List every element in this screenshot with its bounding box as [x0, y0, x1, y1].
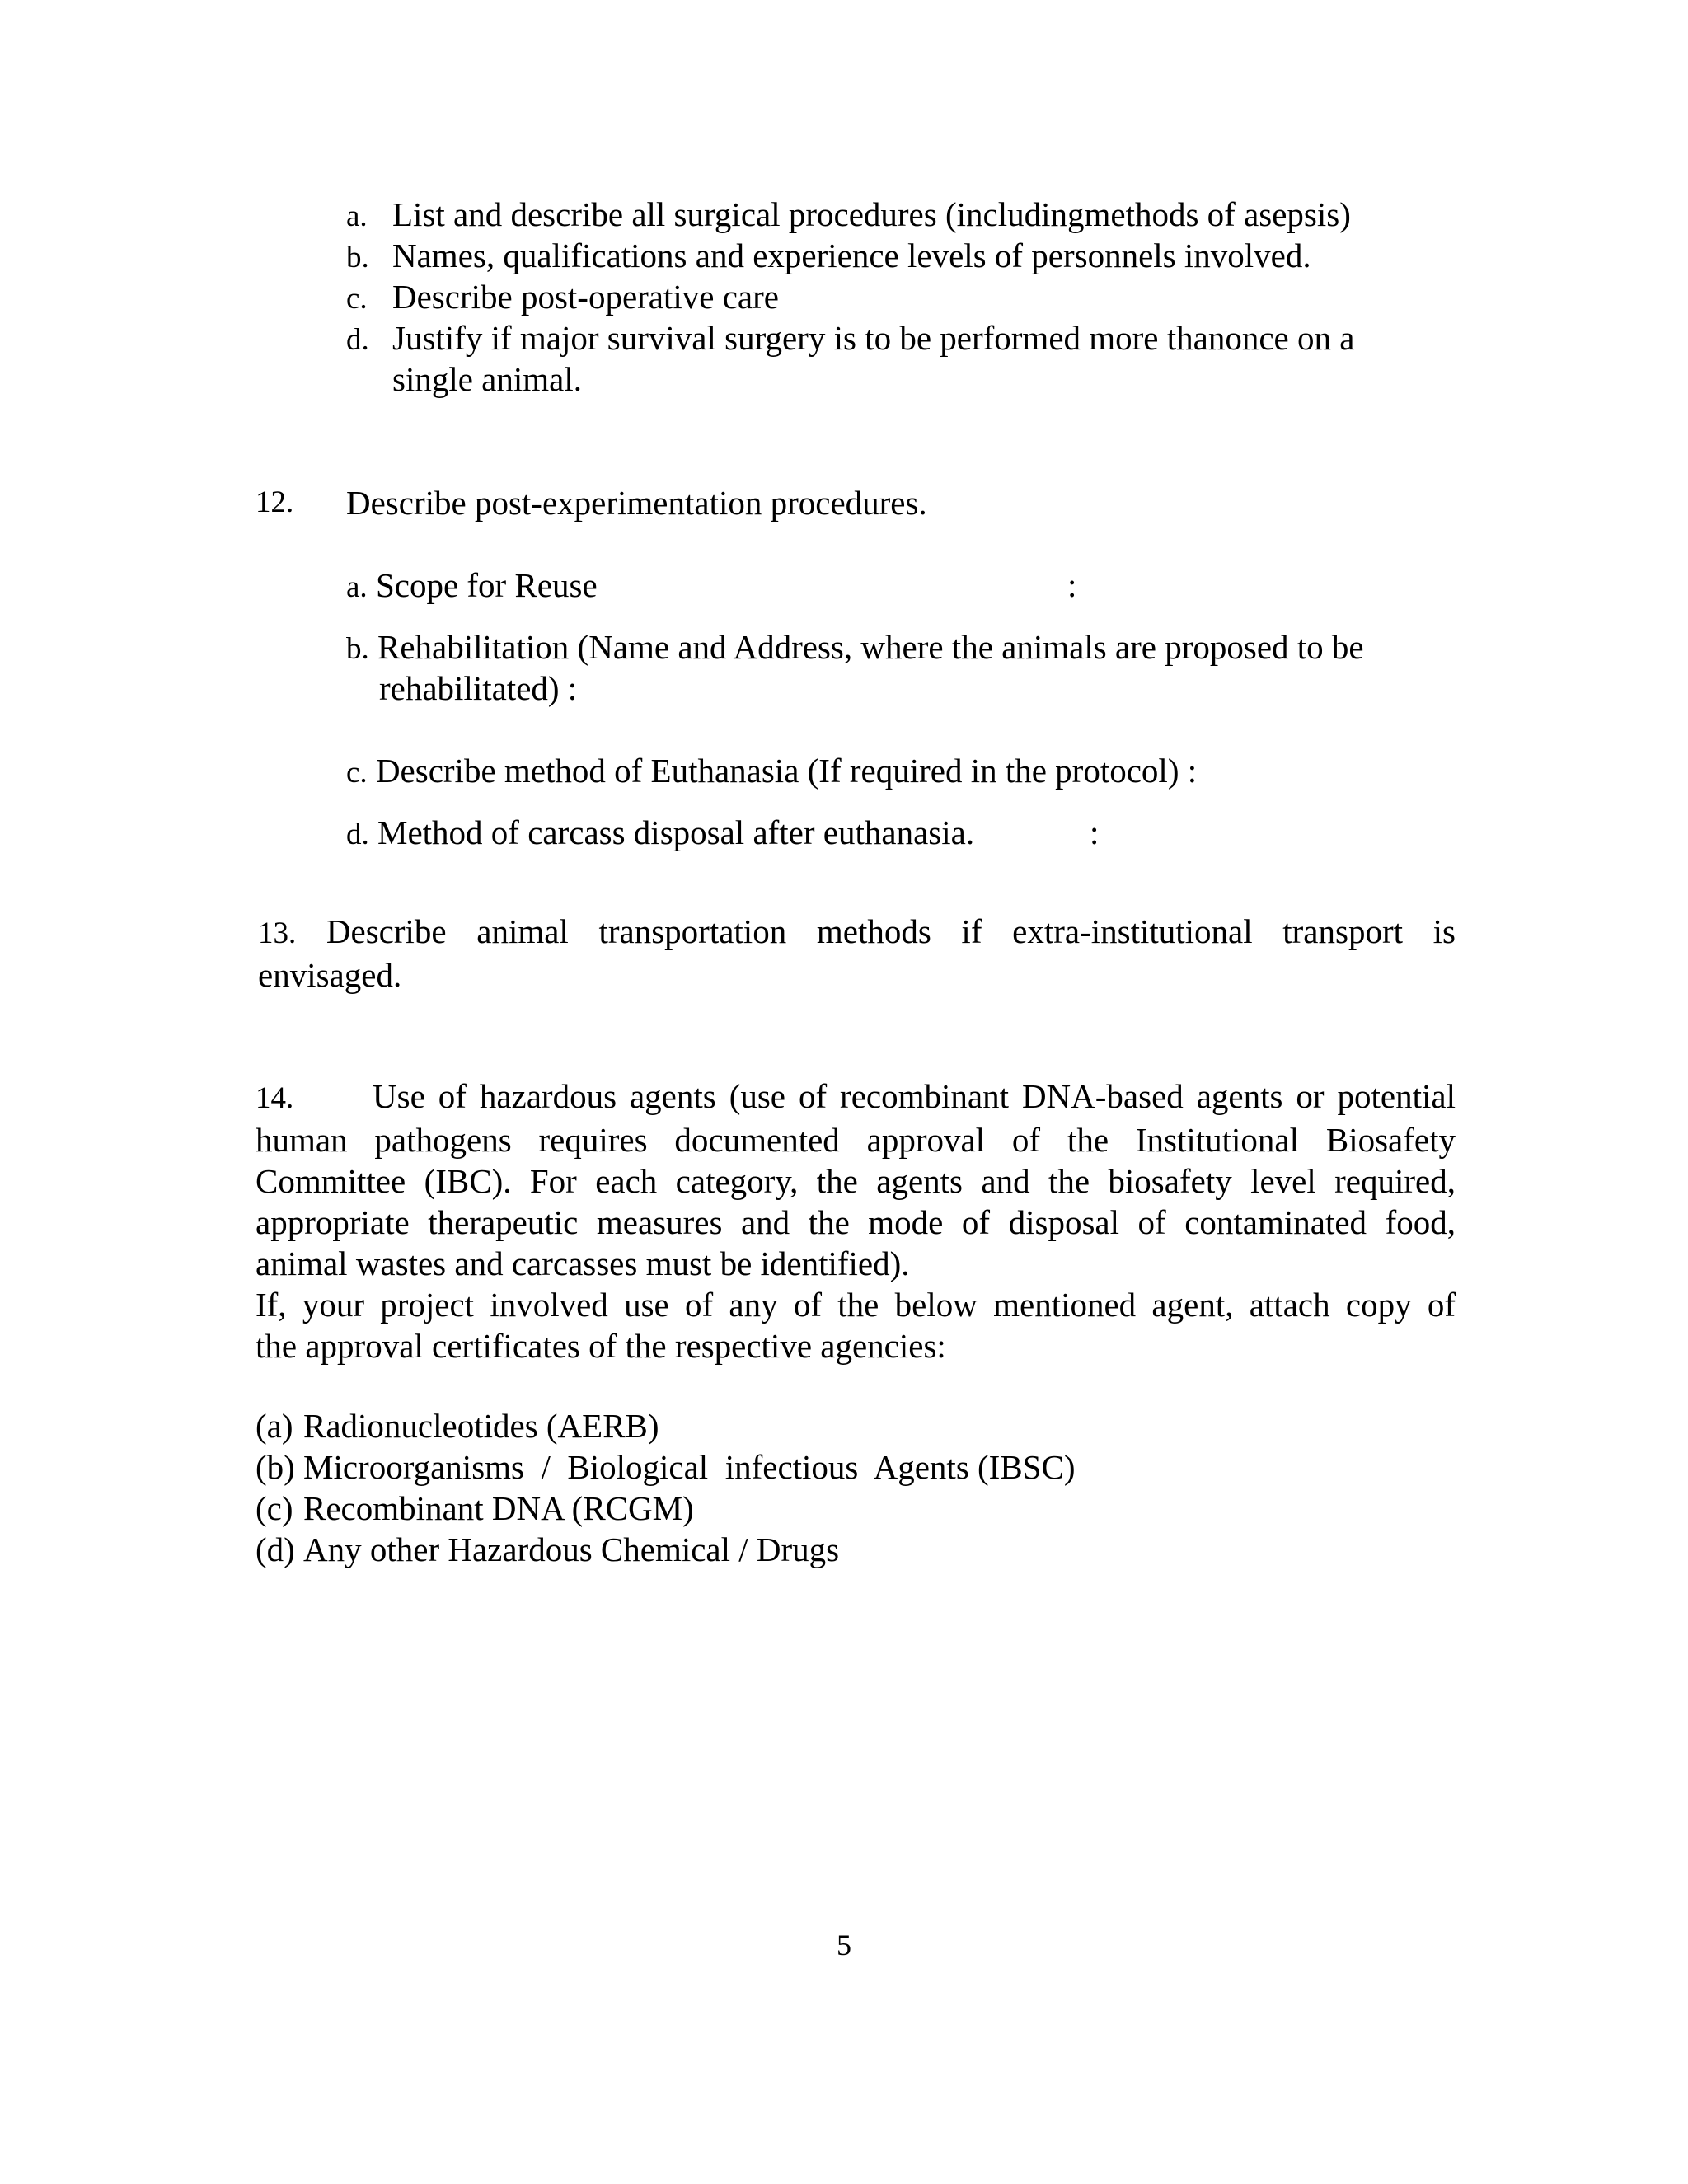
page-number: 5 — [837, 1929, 851, 1961]
colon: : — [1067, 566, 1077, 604]
list-label: a. — [346, 570, 368, 604]
colon: : — [1090, 813, 1100, 851]
list-item — [346, 565, 598, 608]
list-label: b. — [346, 632, 369, 666]
list-text: Justify if major survival surgery is to be performed more thanonce on a — [392, 319, 1355, 357]
list-label: b. — [346, 241, 369, 274]
list-item — [256, 1488, 694, 1529]
paragraph-line: human pathogens requires documented approval of the Institutional Biosafety — [256, 1121, 1456, 1159]
list-item — [346, 235, 1311, 279]
section-text-continued: envisaged. — [258, 956, 402, 994]
list-label: (c) — [256, 1489, 293, 1527]
list-label: d. — [346, 818, 369, 851]
list-item — [346, 750, 1197, 794]
list-text: List and describe all surgical procedures (includingmethods of asepsis) — [392, 195, 1351, 233]
list-item — [256, 1405, 659, 1446]
paragraph-line: Committee (IBC). For each category, the agents and the biosafety level required, — [256, 1162, 1456, 1200]
list-text: Method of carcass disposal after euthanasia. — [377, 813, 975, 851]
list-text: Describe method of Euthanasia (If required in the protocol) : — [375, 752, 1198, 790]
paragraph-line: 14. Use of hazardous agents (use of recombinant DNA-based agents or potential — [256, 1077, 1456, 1115]
list-text: Scope for Reuse — [375, 566, 598, 604]
list-item — [346, 626, 1364, 670]
list-item — [346, 276, 779, 320]
list-label: c. — [346, 282, 368, 316]
list-text: Recombinant DNA (RCGM) — [303, 1489, 694, 1527]
list-item — [256, 1446, 1076, 1488]
list-text: Radionucleotides (AERB) — [303, 1407, 659, 1445]
section-text: Describe animal transportation methods if extra-institutional transport is — [326, 912, 1456, 950]
list-item — [346, 317, 1355, 398]
list-label: (d) — [256, 1530, 295, 1568]
list-text: Rehabilitation (Name and Address, where the animals are proposed to be — [377, 628, 1364, 666]
section-14 — [256, 1076, 1456, 1366]
instruction-line: If, your project involved use of any of the below mentioned agent, attach copy of — [256, 1286, 1456, 1324]
list-text: Names, qualifications and experience levels of personnels involved. — [392, 237, 1311, 274]
list-text-continued: single animal. — [392, 360, 583, 398]
list-item — [346, 812, 974, 855]
section-number: 12. — [256, 485, 294, 519]
list-text: Describe post-operative care — [392, 278, 779, 316]
list-label: (a) — [256, 1407, 293, 1445]
list-label: (b) — [256, 1448, 295, 1486]
list-label: d. — [346, 323, 369, 357]
paragraph-line: appropriate therapeutic measures and the mode of disposal of contaminated food, — [256, 1203, 1456, 1241]
section-number: 14. — [256, 1081, 294, 1115]
section-heading: Describe post-experimentation procedures. — [346, 484, 927, 522]
list-item — [256, 1529, 840, 1570]
section-number: 13. — [258, 916, 297, 950]
list-label: c. — [346, 756, 368, 790]
list-text-continued: rehabilitated) : — [379, 669, 578, 707]
list-label: a. — [346, 199, 368, 233]
list-item — [346, 194, 1351, 237]
paragraph-line: animal wastes and carcasses must be identified). — [256, 1244, 910, 1282]
instruction-line: the approval certificates of the respective agencies: — [256, 1327, 946, 1365]
section-13 — [258, 911, 1456, 996]
section-12 — [256, 482, 1467, 861]
list-text: Any other Hazardous Chemical / Drugs — [303, 1530, 840, 1568]
list-text: Microorganisms / Biological infectious Agents (IBSC) — [303, 1448, 1076, 1486]
